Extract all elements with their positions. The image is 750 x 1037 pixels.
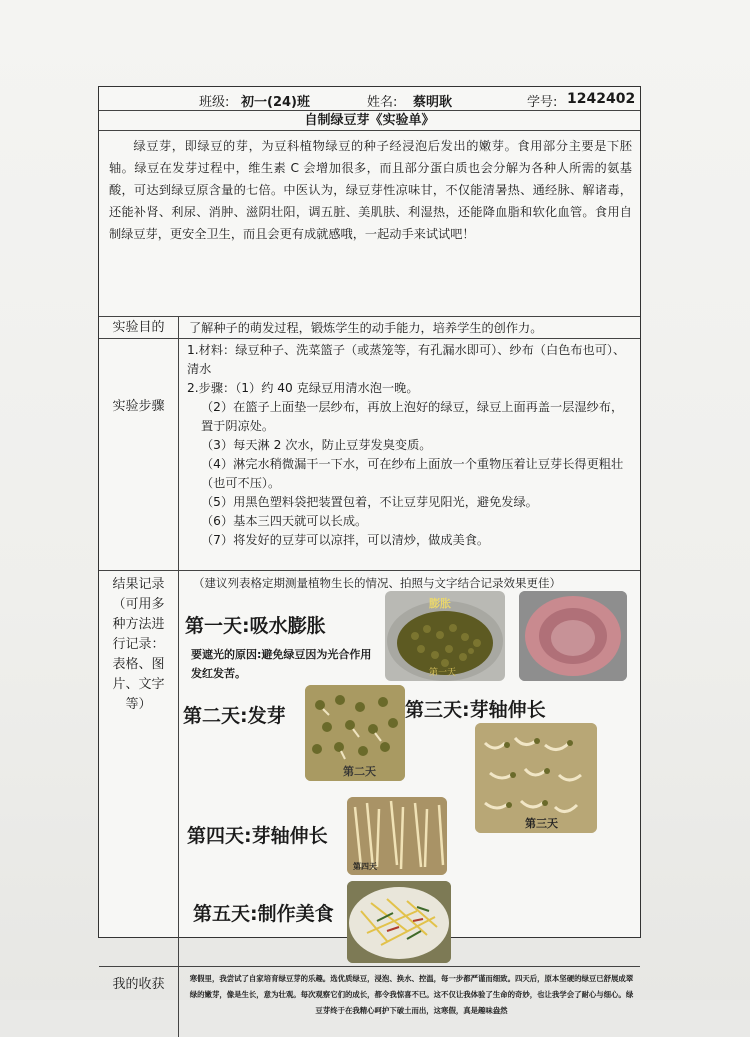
intro-paragraph: 绿豆芽，即绿豆的芽，为豆科植物绿豆的种子经浸泡后发出的嫩芽。食用部分主要是下胚轴。绿豆在发芽过程中，维生素 C 会增加很多，而且部分蛋白质也会分解为各种人所需的氨基酸，可达到绿豆原含量的七倍。中医认为，绿豆芽性凉味甘，不仅能清暑热、通经脉、解诸毒，还能补肾、利尿、消肿、滋阴壮阳，调五脏、美肌肤、利湿热，还能降血脂和软化血管。食用自制绿豆芽，更安全卫生，而且会更有成就感哦，一起动手来试试吧！	[99, 131, 640, 317]
purpose-row	[99, 317, 640, 339]
day3-photo-label: 第三天	[525, 817, 558, 830]
results-hint: （建议列表格定期测量植物生长的情况、拍照与文字结合记录效果更佳）	[193, 576, 561, 590]
header-row	[99, 87, 640, 111]
step-line: 2.步骤：（1）约 40 克绿豆用清水泡一晚。	[187, 381, 419, 395]
day4-photo-label: 第四天	[353, 862, 377, 871]
day1-photo-label-bottom: 第一天	[429, 668, 457, 678]
step-line: （5）用黑色塑料袋把装置包着，不让豆芽见阳光，避免发绿。	[201, 495, 538, 509]
step-line: 1.材料：绿豆种子、洗菜篮子（或蒸笼等，有孔漏水即可）、纱布（白色布也可）、清水	[187, 343, 626, 376]
sheet-title: 自制绿豆芽《实验单》	[99, 111, 640, 131]
step-line: （3）每天淋 2 次水，防止豆芽发臭变质。	[201, 438, 432, 452]
day1-title: 第一天:吸水膨胀	[185, 615, 326, 637]
day2-sprouting-photo	[305, 685, 405, 781]
gain-text: 寒假里，我尝试了自家培育绿豆芽的乐趣。选优质绿豆，浸泡、换水、控温，每一步都严谨而细致。四天后，原本坚硬的绿豆已舒展成翠绿的嫩芽，像是生长，意为壮观。每次观察它们的成长，都令我惊喜不已。这不仅让我体验了生命的奇妙，也让我学会了耐心与细心。绿豆芽终于在我精心呵护下破土而出，这寒假，真是趣味盎然	[189, 974, 634, 1015]
day1-note: 要遮光的原因:避免绿豆因为光合作用发红发苦。	[191, 648, 372, 680]
name-value: 蔡明耿	[413, 95, 453, 110]
results-content	[179, 571, 640, 966]
day5-dish-photo	[347, 881, 451, 963]
gain-label: 我的收获	[99, 967, 179, 1037]
results-label-note: （可用多种方法进行记录：表格、图片、文字等）	[112, 597, 165, 712]
step-line: （2）在篮子上面垫一层纱布，再放上泡好的绿豆，绿豆上面再盖一层湿纱布，置于阴凉处。	[201, 400, 624, 433]
day3-title: 第三天:芽轴伸长	[405, 699, 546, 721]
day1-photo-label-top: 膨胀	[429, 597, 451, 610]
day4-long-sprouts-photo	[347, 797, 447, 875]
steps-row	[99, 339, 640, 571]
step-line: （4）淋完水稍微漏干一下水，可在纱布上面放一个重物压着让豆芽长得更粗壮（也可不压）。	[201, 457, 624, 490]
day1-basket-photo	[519, 591, 627, 681]
stir-fried-sprouts-image	[347, 881, 451, 963]
step-line: （7）将发好的豆芽可以凉拌，可以清炒，做成美食。	[201, 533, 490, 547]
day1-soaked-beans-photo	[385, 591, 505, 681]
class-value: 初一(24)班	[241, 95, 310, 110]
purpose-label: 实验目的	[99, 317, 179, 338]
day2-photo-label: 第二天	[343, 765, 376, 778]
steps-label: 实验步骤	[99, 339, 179, 570]
class-label: 班级:	[199, 95, 230, 110]
steps-content	[179, 339, 640, 570]
results-row	[99, 571, 640, 967]
day5-title: 第五天:制作美食	[193, 903, 334, 925]
step-line: （6）基本三四天就可以长成。	[201, 514, 368, 528]
results-label-cell	[99, 571, 179, 966]
day2-title: 第二天:发芽	[183, 705, 286, 727]
basket-image	[519, 591, 627, 681]
results-label: 结果记录	[112, 577, 165, 592]
id-value: 1242402	[567, 91, 636, 107]
name-label: 姓名:	[367, 95, 398, 110]
gain-row	[99, 967, 640, 1037]
purpose-text: 了解种子的萌发过程，锻炼学生的动手能力，培养学生的创作力。	[189, 321, 543, 335]
experiment-sheet	[98, 86, 641, 1015]
id-label: 学号:	[527, 95, 558, 110]
day4-title: 第四天:芽轴伸长	[187, 825, 328, 847]
day3-sprouts-photo	[475, 723, 597, 833]
